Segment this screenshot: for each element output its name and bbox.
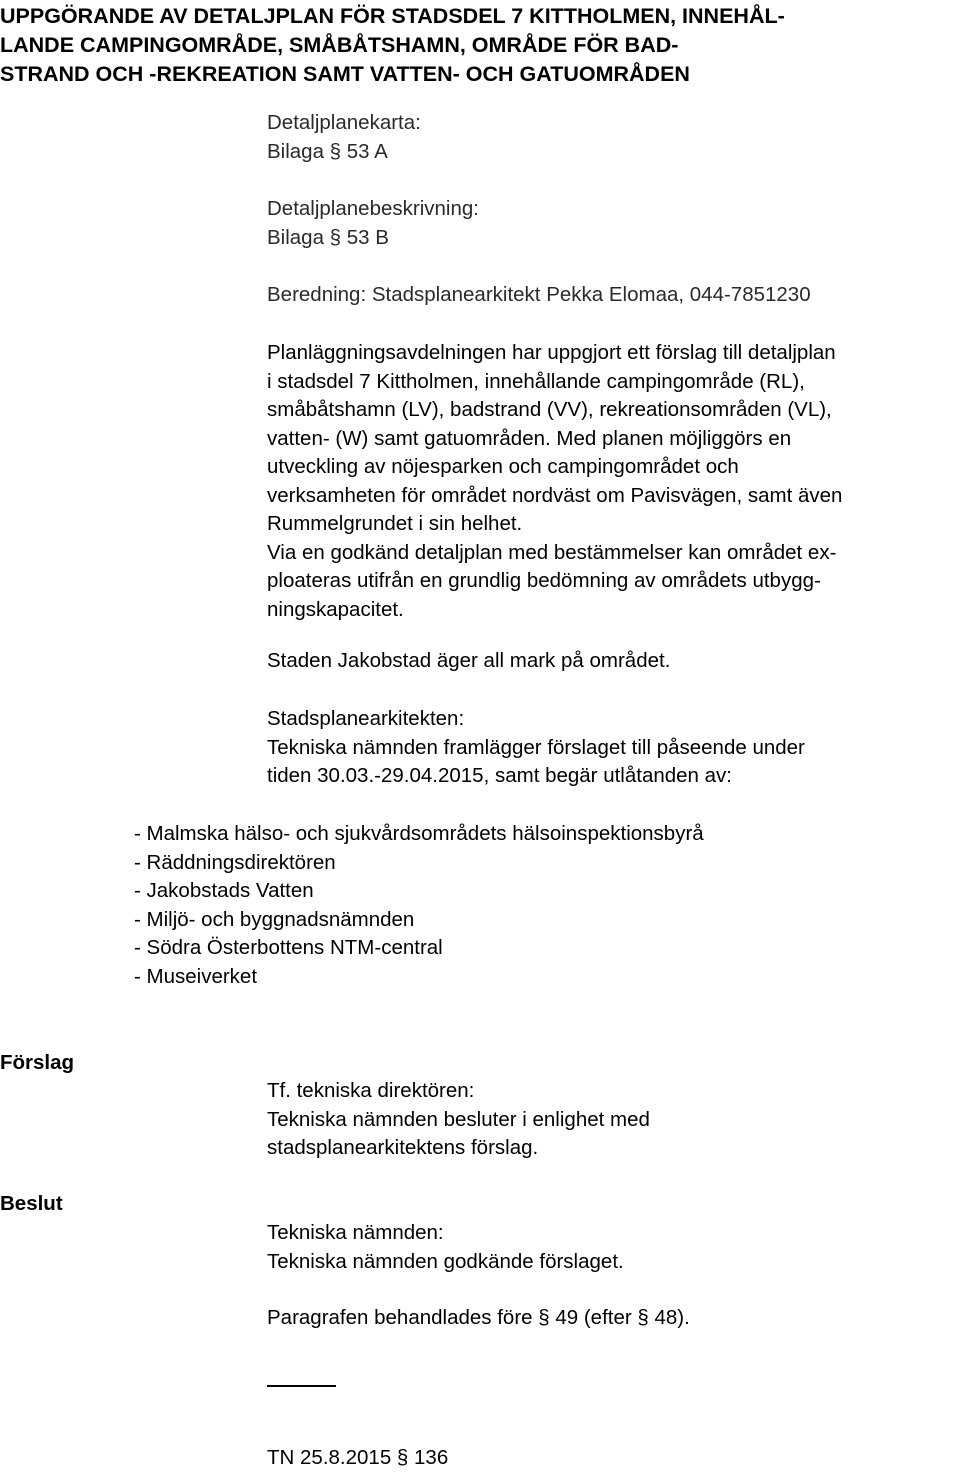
decision-note-text: Paragrafen behandlades före § 49 (efter § 48). xyxy=(267,1306,690,1329)
preparation-line xyxy=(267,281,960,310)
list-item: - Södra Österbottens NTM-central xyxy=(134,936,443,959)
body-line: Via en godkänd detaljplan med bestämmelser kan området ex- xyxy=(267,540,837,564)
preparation-text: Beredning: Stadsplanearkitekt Pekka Elomaa, 044-7851230 xyxy=(267,283,811,306)
footer-reference-text: TN 25.8.2015 § 136 xyxy=(267,1446,449,1469)
body-line: Planläggningsavdelningen har uppgjort ett förslag till detaljplan xyxy=(267,341,836,364)
map-attachment-ref: Bilaga § 53 A xyxy=(267,139,388,163)
proposal-section xyxy=(267,1077,960,1163)
attachment-description xyxy=(267,195,960,252)
decision-label: Tekniska nämnden: xyxy=(267,1221,444,1244)
body-paragraph xyxy=(267,339,960,624)
decision-section xyxy=(267,1219,960,1276)
list-item: - Miljö- och byggnadsnämnden xyxy=(134,907,415,931)
body-line: vatten- (W) samt gatuområden. Med planen möjliggörs en xyxy=(267,426,792,450)
decision-side-label: Beslut xyxy=(0,1192,63,1215)
body-line: i stadsdel 7 Kittholmen, innehållande campingområde (RL), xyxy=(267,369,805,393)
heading-line: UPPGÖRANDE AV DETALJPLAN FÖR STADSDEL 7 KITTHOLMEN, INNEHÅL- xyxy=(0,4,785,28)
proposal-side-label: Förslag xyxy=(0,1051,75,1074)
statement-list xyxy=(134,820,704,991)
list-item: - Räddningsdirektören xyxy=(134,850,336,874)
description-attachment-ref: Bilaga § 53 B xyxy=(267,225,389,249)
description-label: Detaljplanebeskrivning: xyxy=(267,197,479,220)
body-line: utveckling av nöjesparken och campingområdet och xyxy=(267,455,739,478)
body-line: verksamheten för området nordväst om Pavisvägen, samt även xyxy=(267,483,843,507)
architect-proposal-line: Tekniska nämnden framlägger förslaget till påseende under xyxy=(267,735,805,759)
architect-label: Stadsplanearkitekten: xyxy=(267,707,465,730)
proposal-label: Tf. tekniska direktören: xyxy=(267,1079,475,1102)
architect-proposal xyxy=(267,705,960,791)
map-label: Detaljplanekarta: xyxy=(267,111,421,134)
list-item: - Museiverket xyxy=(134,964,258,988)
architect-proposal-line: tiden 30.03.-29.04.2015, samt begär utlåtanden av: xyxy=(267,764,733,787)
body-line: Rummelgrundet i sin helhet. xyxy=(267,512,523,535)
list-item: - Malmska hälso- och sjukvårdsområdets hälsoinspektionsbyrå xyxy=(134,822,704,845)
heading-line: LANDE CAMPINGOMRÅDE, SMÅBÅTSHAMN, OMRÅDE FÖR BAD- xyxy=(0,33,679,57)
heading-line: STRAND OCH -REKREATION SAMT VATTEN- OCH GATUOMRÅDEN xyxy=(0,62,690,86)
decision-note xyxy=(267,1304,960,1333)
decision-text: Tekniska nämnden godkände förslaget. xyxy=(267,1249,624,1273)
document-heading xyxy=(0,0,940,89)
proposal-line: stadsplanearkitektens förslag. xyxy=(267,1136,539,1159)
body-line: ploateras utifrån en grundlig bedömning av områdets utbygg- xyxy=(267,569,821,592)
footer-reference xyxy=(267,1444,960,1473)
list-item: - Jakobstads Vatten xyxy=(134,879,314,902)
ownership-line xyxy=(267,647,960,676)
body-line: småbåtshamn (LV), badstrand (VV), rekreationsområden (VL), xyxy=(267,398,832,421)
attachment-map xyxy=(267,109,960,166)
signature-divider xyxy=(267,1385,336,1387)
body-line: ningskapacitet. xyxy=(267,597,404,621)
ownership-text: Staden Jakobstad äger all mark på området. xyxy=(267,649,671,672)
proposal-line: Tekniska nämnden besluter i enlighet med xyxy=(267,1107,650,1131)
